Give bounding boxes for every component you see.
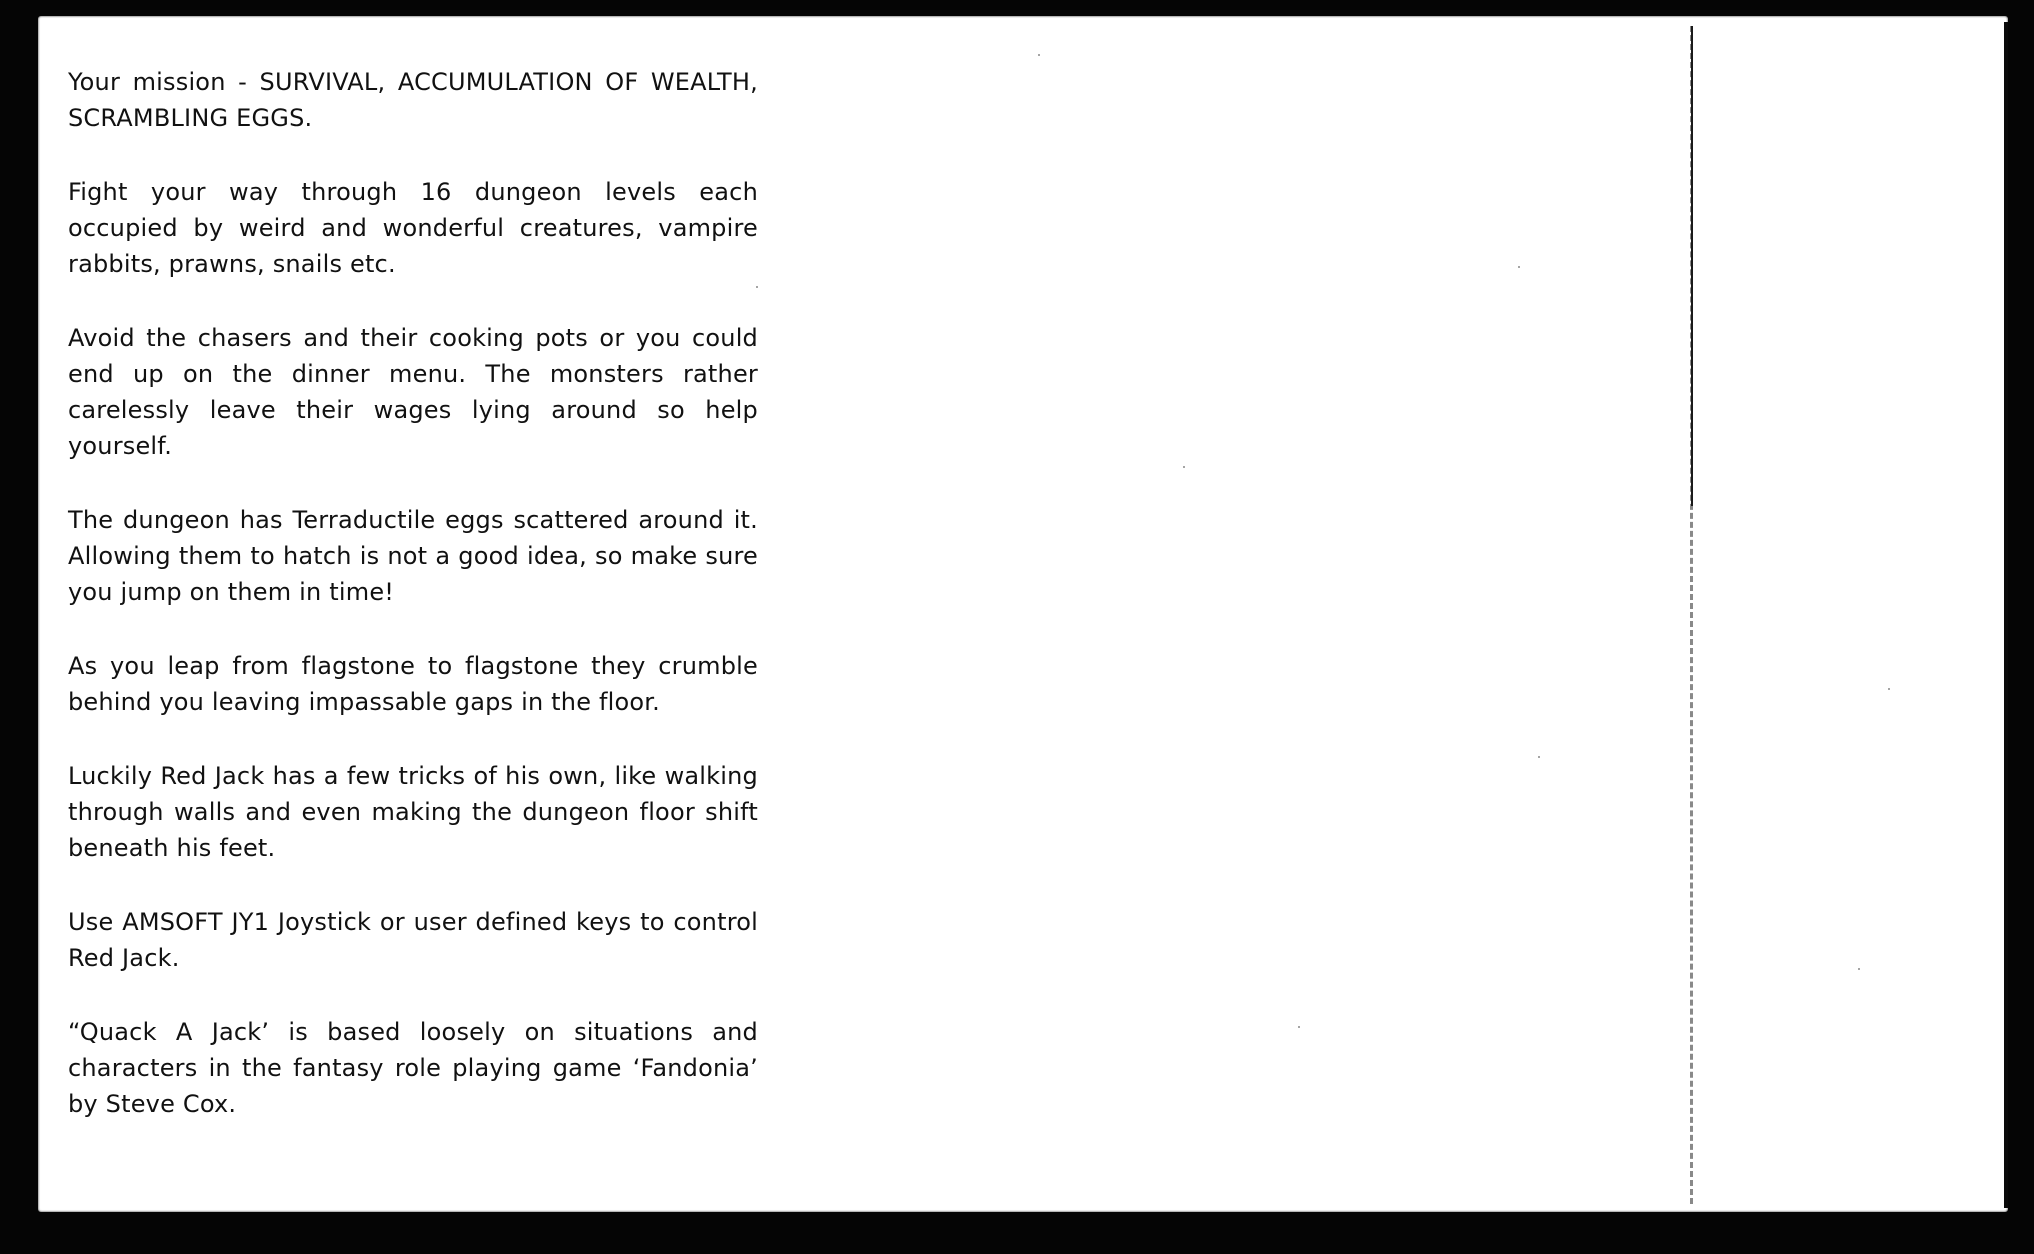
fold-crease-upper bbox=[1691, 26, 1693, 506]
tricks-paragraph: Luckily Red Jack has a few tricks of his own, like walking through walls and even making the dungeon floor shift beneath his feet. bbox=[68, 762, 758, 862]
paper-speck bbox=[1518, 266, 1520, 268]
dungeon-levels-paragraph: Fight your way through 16 dungeon levels each occupied by weird and wonderful creatures, vampire rabbits, prawns, snails etc. bbox=[68, 178, 758, 278]
mission-paragraph: Your mission - SURVIVAL, ACCUMULATION OF WEALTH, SCRAMBLING EGGS. bbox=[68, 68, 758, 132]
paper-speck bbox=[1038, 54, 1040, 56]
paper-speck bbox=[1858, 968, 1860, 970]
inlay-card bbox=[38, 16, 2008, 1212]
instructions-text bbox=[68, 64, 758, 1160]
flagstone-paragraph: As you leap from flagstone to flagstone they crumble behind you leaving impassable gaps in the floor. bbox=[68, 652, 758, 716]
paper-speck bbox=[1538, 756, 1540, 758]
chasers-paragraph: Avoid the chasers and their cooking pots or you could end up on the dinner menu. The monsters rather carelessly leave their wages lying around so help yourself. bbox=[68, 324, 758, 460]
paper-speck bbox=[1183, 466, 1185, 468]
paper-speck bbox=[1298, 1026, 1300, 1028]
eggs-paragraph: The dungeon has Terraductile eggs scattered around it. Allowing them to hatch is not a good idea, so make sure you jump on them in time! bbox=[68, 506, 758, 606]
card-edge-right bbox=[2004, 22, 2008, 1208]
credits-paragraph: “Quack A Jack’ is based loosely on situations and characters in the fantasy role playing game ‘Fandonia’ by Steve Cox. bbox=[68, 1018, 758, 1118]
controls-paragraph: Use AMSOFT JY1 Joystick or user defined keys to control Red Jack. bbox=[68, 908, 758, 972]
paper-speck bbox=[1888, 688, 1890, 690]
